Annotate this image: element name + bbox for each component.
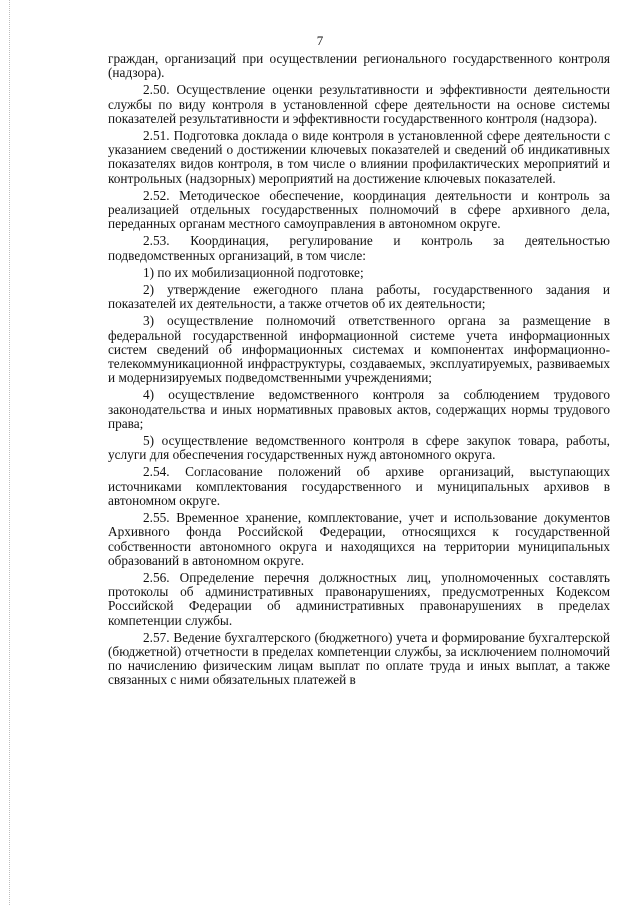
paragraph-2-53: 2.53. Координация, регулирование и контроль за деятельностью подведомственных организаций, в том числе: <box>108 233 610 263</box>
paragraph-2-52: 2.52. Методическое обеспечение, координация деятельности и контроль за реализацией отдельных государственных полномочий в сфере архивного дела, переданных органам местного самоуправления в автономном округе. <box>108 187 610 232</box>
paragraph-continuation: граждан, организаций при осуществлении регионального государственного контроля (надзора). <box>108 51 610 81</box>
list-item-1: 1) по их мобилизационной подготовке; <box>143 264 364 280</box>
paragraph-2-50: 2.50. Осуществление оценки результативности и эффективности деятельности службы по виду контроля в установленной сфере деятельности на основе системы показателей результативности и эффективности государственного контроля (надзора). <box>108 82 610 126</box>
document-body <box>108 52 610 691</box>
page-number: 7 <box>316 33 324 48</box>
list-item-5: 5) осуществление ведомственного контроля в сфере закупок товара, работы, услуги для обеспечения государственных нужд автономного округа. <box>108 433 610 463</box>
paragraph-2-55: 2.55. Временное хранение, комплектование, учет и использование документов Архивного фонда Российской Федерации, относящихся к государственной собственности автономного округа и находящихся на территории муниципальных образований в автономном округе. <box>108 510 610 568</box>
page-edge-line <box>9 0 11 905</box>
list-item-4: 4) осуществление ведомственного контроля за соблюдением трудового законодательства и иных нормативных правовых актов, содержащих нормы трудового права; <box>108 387 610 431</box>
paragraph-2-54: 2.54. Согласование положений об архиве организаций, выступающих источниками комплектования государственного и муниципальных архивов в автономном округе. <box>108 464 610 508</box>
list-item-3: 3) осуществление полномочий ответственного органа за размещение в федеральной государственной информационной системе учета информационных систем сведений об информационных системах и компонентах информационно-телекоммуникационной инфраструктуры, создаваемых, эксплуатируемых, развиваемых и модернизируемых подведомственными учреждениями; <box>108 313 610 386</box>
paragraph-2-51: 2.51. Подготовка доклада о виде контроля в установленной сфере деятельности с указанием сведений о достижении ключевых показателей и сведений об индикативных показателях видов контроля, в том числе о влиянии профилактических мероприятий и контрольных (надзорных) мероприятий на достижение ключевых показателей. <box>108 128 610 186</box>
paragraph-2-57: 2.57. Ведение бухгалтерского (бюджетного) учета и формирование бухгалтерской (бюджетной) отчетности в пределах компетенции службы, за исключением полномочий по начислению физическим лицам выплат по оплате труда и иных выплат, а также связанных с ними обязательных платежей в <box>108 629 610 688</box>
list-item-2: 2) утверждение ежегодного плана работы, государственного задания и показателей их деятельности, а также отчетов об их деятельности; <box>108 282 610 312</box>
paragraph-2-56: 2.56. Определение перечня должностных лиц, уполномоченных составлять протоколы об административных правонарушениях, предусмотренных Кодексом Российской Федерации об административных правонарушениях в пределах компетенции службы. <box>108 569 610 628</box>
